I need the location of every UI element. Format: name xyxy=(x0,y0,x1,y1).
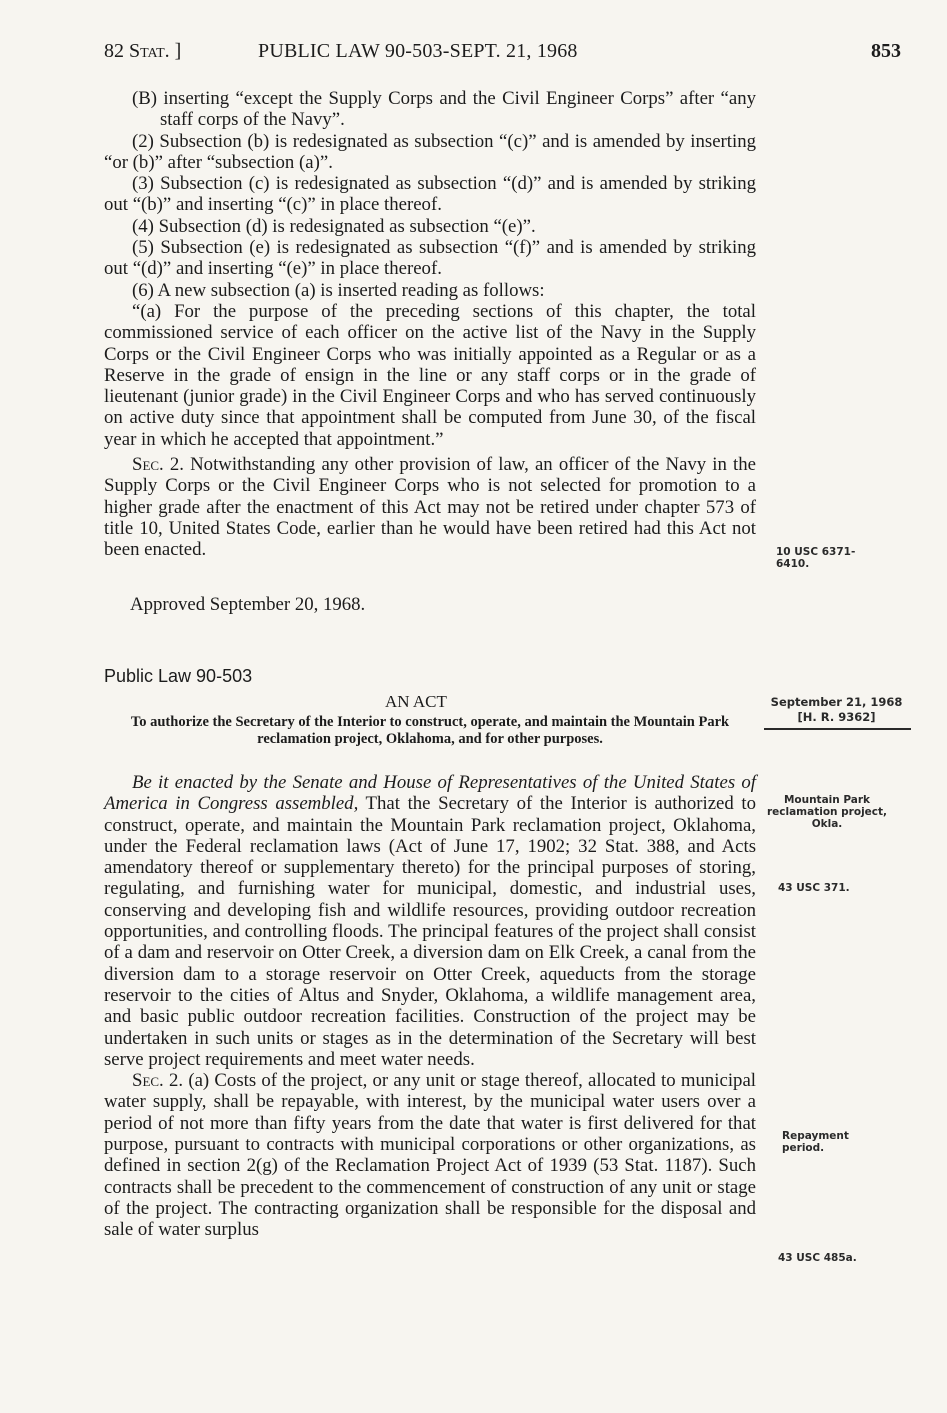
public-law-number: Public Law 90-503 xyxy=(104,666,253,686)
section-2-label: Sec. 2. xyxy=(132,1070,184,1092)
section-2-repayment xyxy=(104,1070,756,1240)
clause-b: (B) inserting “except the Supply Corps and the Civil Engineer Corps” after “any staff corps of the Navy”. xyxy=(132,88,756,131)
margin-note-mountain-park: Mountain Park reclamation project, Okla. xyxy=(766,794,888,830)
paragraph-3: (3) Subsection (c) is redesignated as subsection “(d)” and is amended by striking out “(b)” and inserting “(c)” in place thereof. xyxy=(104,173,756,216)
running-head-left: 82 Stat. ] xyxy=(104,40,182,62)
section-2-label: Sec. 2. xyxy=(132,454,184,476)
paragraph-2: (2) Subsection (b) is redesignated as subsection “(c)” and is amended by inserting “or (b)” after “subsection (a)”. xyxy=(104,130,756,173)
act-title: To authorize the Secretary of the Interior to construct, operate, and maintain the Mountain Park reclamation project, Oklahoma, and for other purposes. xyxy=(130,714,730,747)
section-1-text: That the Secretary of the Interior is authorized to construct, operate, and maintain the Mountain Park reclamation project, Oklahoma, under the Federal reclamation laws (Act of June 17, 1902; 32 Stat. 388, and Acts amendatory thereof or supplementary thereto) for the principal purposes of storing, regulating, and furnishing water for municipal, domestic, and industrial uses, conserving and developing fish and wildlife resources, providing outdoor recreation opportunities, and controlling floods. The principal features of the project shall consist of a dam and reservoir on Otter Creek, a diversion dam on Elk Creek, a canal from the diversion dam to a storage reservoir on Otter Creek, aqueducts from the storage reservoir to the cities of Altus and Snyder, Oklahoma, a wildlife management area, and basic public outdoor recreation facilities. Construction of the project may be undertaken in such units or stages as in the determination of the Secretary will best serve project requirements and meet water needs. xyxy=(104,793,756,1070)
paragraph-5: (5) Subsection (e) is redesignated as subsection “(f)” and is amended by striking out “(d)” and inserting “(e)” in place thereof. xyxy=(104,237,756,280)
margin-note-bill-number: [H. R. 9362] xyxy=(797,710,876,724)
margin-note-usc-371: 43 USC 371. xyxy=(778,882,850,894)
enacting-clause: Be it enacted by the Senate and House of Representatives of the United States of America in Congress assembled, xyxy=(104,772,756,815)
paragraph-4: (4) Subsection (d) is redesignated as subsection “(e)”. xyxy=(132,215,536,237)
paragraph-6: (6) A new subsection (a) is inserted reading as follows: xyxy=(132,279,545,301)
margin-note-approval-date: September 21, 1968 xyxy=(770,695,903,709)
margin-note-usc-485a: 43 USC 485a. xyxy=(778,1252,857,1264)
section-2 xyxy=(104,454,756,560)
page-number: 853 xyxy=(871,40,901,62)
running-head-title: PUBLIC LAW 90-503-SEPT. 21, 1968 xyxy=(258,40,578,62)
section-1-continuation xyxy=(104,88,756,561)
mountain-park-act-body xyxy=(104,772,756,1241)
section-2-repayment-text: (a) Costs of the project, or any unit or stage thereof, allocated to municipal water supply, shall be repayable, with interest, by the municipal water users over a period of not more than fifty years from the date that water is first delivered for that purpose, pursuant to contracts with municipal corporations or other organizations, as defined in section 2(g) of the Reclamation Project Act of 1939 (53 Stat. 1187). Such contracts shall be precedent to the commencement of construction of any unit or stage of the project. The contracting organization shall be responsible for the disposal and sale of water surplus xyxy=(104,1070,756,1241)
margin-note-usc-6371: 10 USC 6371-6410. xyxy=(776,546,856,570)
section-1-mountain-park xyxy=(104,772,756,1070)
section-2-text: Notwithstanding any other provision of law, an officer of the Navy in the Supply Corps or the Civil Engineer Corps who is not selected for promotion to a higher grade after the enactment of this Act may not be retired under chapter 573 of title 10, United States Code, earlier than he would have been retired had this Act not been enacted. xyxy=(104,454,756,561)
quoted-subsection-a: “(a) For the purpose of the preceding sections of this chapter, the total commissioned service of each officer on the active list of the Navy in the Supply Corps or the Civil Engineer Corps who was initially appointed as a Regular or as a Reserve in the grade of ensign in the line or any staff corps or in the grade of lieutenant (junior grade) in the Civil Engineer Corps and who has served continuously on active duty since that appointment shall be computed from June 30, of the fiscal year in which he accepted that appointment.” xyxy=(104,300,756,450)
an-act-heading: AN ACT xyxy=(385,692,447,711)
margin-rule xyxy=(764,728,911,730)
approval-line: Approved September 20, 1968. xyxy=(130,594,366,615)
margin-note-repayment: Repayment period. xyxy=(782,1130,849,1154)
